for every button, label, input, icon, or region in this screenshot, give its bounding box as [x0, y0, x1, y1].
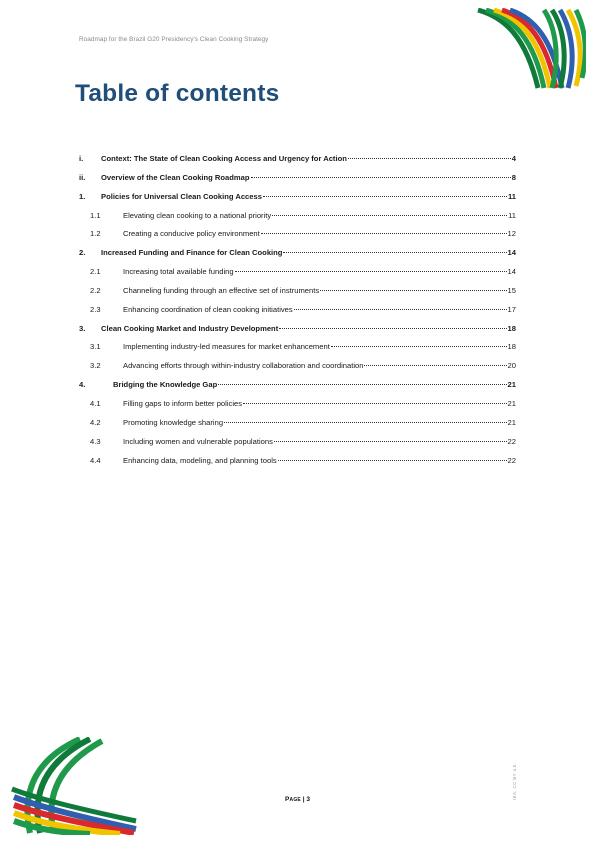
toc-entry-page: 14: [507, 248, 516, 258]
toc-entry-number: 4.2: [90, 417, 101, 427]
toc-entry-label: Promoting knowledge sharing: [123, 417, 224, 427]
toc-entry-number: 3.2: [90, 361, 101, 371]
toc-entry-number: 1.1: [90, 210, 101, 220]
toc-entry-page: 20: [507, 361, 516, 371]
running-header: Roadmap for the Brazil G20 Presidency's Clean Cooking Strategy: [79, 36, 269, 43]
toc-entry-number: 3.1: [90, 342, 101, 352]
dot-leader: [283, 252, 506, 253]
toc-entry-page: 8: [511, 172, 516, 182]
toc-entry-page: 21: [507, 398, 516, 408]
toc-entry-page: 15: [507, 285, 516, 295]
dot-leader: [235, 271, 507, 272]
toc-entry-label: Creating a conducive policy environment: [123, 229, 260, 239]
toc-entry-page: 22: [507, 455, 516, 465]
toc-entry-label: Enhancing coordination of clean cooking initiatives: [123, 304, 293, 314]
dot-leader: [243, 403, 507, 404]
toc-entry-page: 12: [507, 229, 516, 239]
toc-entry-label: Clean Cooking Market and Industry Development: [101, 323, 279, 333]
toc-entry[interactable]: [79, 225, 516, 244]
toc-entry-label: Increased Funding and Finance for Clean Cooking: [101, 248, 283, 258]
dot-leader: [263, 196, 507, 197]
dot-leader: [251, 177, 511, 178]
toc-entry[interactable]: [79, 150, 516, 169]
toc-entry[interactable]: [79, 376, 516, 395]
toc-entry[interactable]: [79, 452, 516, 471]
page-footer: [0, 796, 595, 803]
toc-entry-label: Context: The State of Clean Cooking Access and Urgency for Action: [101, 154, 347, 163]
toc-entry[interactable]: [79, 320, 516, 339]
toc-entry-page: 18: [507, 342, 516, 352]
toc-entry-number: 1.: [79, 191, 86, 201]
toc-entry-page: 18: [507, 323, 516, 333]
toc-entry-label: Advancing efforts through within-industry collaboration and coordination: [123, 361, 364, 371]
toc-entry-number: 3.: [79, 323, 86, 333]
toc-entry-label: Including women and vulnerable populations: [123, 436, 273, 446]
dot-leader: [272, 215, 507, 216]
dot-leader: [261, 233, 507, 234]
dot-leader: [279, 328, 506, 329]
toc-entry[interactable]: [79, 282, 516, 301]
dot-leader: [331, 346, 507, 347]
toc-entry-label: Channeling funding through an effective set of instruments: [123, 285, 320, 295]
toc-entry[interactable]: [79, 338, 516, 357]
toc-entry[interactable]: [79, 188, 516, 207]
g20-brazil-stripes-logo-icon: [476, 8, 586, 90]
dot-leader: [278, 460, 507, 461]
page-number: 3: [306, 796, 311, 803]
toc-entry-page: 21: [507, 417, 516, 427]
toc-entry[interactable]: [79, 395, 516, 414]
toc-entry-page: 17: [507, 304, 516, 314]
toc-entry-number: i.: [79, 154, 84, 163]
toc-entry-number: 2.3: [90, 304, 101, 314]
toc-entry-label: Increasing total available funding: [123, 267, 234, 277]
toc-entry-number: 1.2: [90, 229, 101, 239]
toc-entry-number: 2.2: [90, 285, 101, 295]
toc-entry-label: Elevating clean cooking to a national priority: [123, 210, 272, 220]
dot-leader: [320, 290, 506, 291]
toc-entry-page: 4: [511, 154, 516, 163]
page-title: Table of contents: [75, 80, 280, 107]
toc-entry-label: Policies for Universal Clean Cooking Access: [101, 191, 262, 201]
toc-entry-label: Enhancing data, modeling, and planning tools: [123, 455, 277, 465]
dot-leader: [294, 309, 507, 310]
toc-entry-number: 4.: [79, 380, 86, 390]
toc-entry-number: 4.1: [90, 398, 101, 408]
toc-entry[interactable]: [79, 244, 516, 263]
toc-entry[interactable]: [79, 357, 516, 376]
toc-entry[interactable]: [79, 207, 516, 226]
toc-entry[interactable]: [79, 433, 516, 452]
toc-entry-label: Implementing industry-led measures for market enhancement: [123, 342, 330, 352]
toc-entry-number: 2.1: [90, 267, 101, 277]
toc-entry-number: 2.: [79, 248, 86, 258]
page-label: Page: [284, 796, 301, 803]
dot-leader: [218, 384, 506, 385]
toc-entry-label: Filling gaps to inform better policies: [123, 398, 243, 408]
dot-leader: [224, 422, 507, 423]
toc-entry-label: Bridging the Knowledge Gap: [113, 380, 218, 390]
toc-entry-number: 4.4: [90, 455, 101, 465]
toc-entry-number: ii.: [79, 172, 86, 182]
dot-leader: [348, 158, 511, 159]
table-of-contents: [79, 150, 516, 470]
toc-entry-number: 4.3: [90, 436, 101, 446]
toc-entry-page: 11: [507, 191, 516, 201]
toc-entry[interactable]: [79, 169, 516, 188]
toc-entry-page: 11: [508, 210, 516, 220]
toc-entry-label: Overview of the Clean Cooking Roadmap: [101, 172, 250, 182]
dot-leader: [364, 365, 506, 366]
toc-entry[interactable]: [79, 263, 516, 282]
toc-entry[interactable]: [79, 301, 516, 320]
toc-entry-page: 14: [507, 267, 516, 277]
toc-entry-page: 21: [507, 380, 516, 390]
dot-leader: [274, 441, 507, 442]
page-separator: |: [302, 796, 305, 803]
toc-entry[interactable]: [79, 414, 516, 433]
g20-brazil-stripes-logo-icon: [10, 737, 138, 835]
toc-entry-page: 22: [507, 436, 516, 446]
license-note: IEA. CC BY 4.0.: [512, 762, 517, 800]
